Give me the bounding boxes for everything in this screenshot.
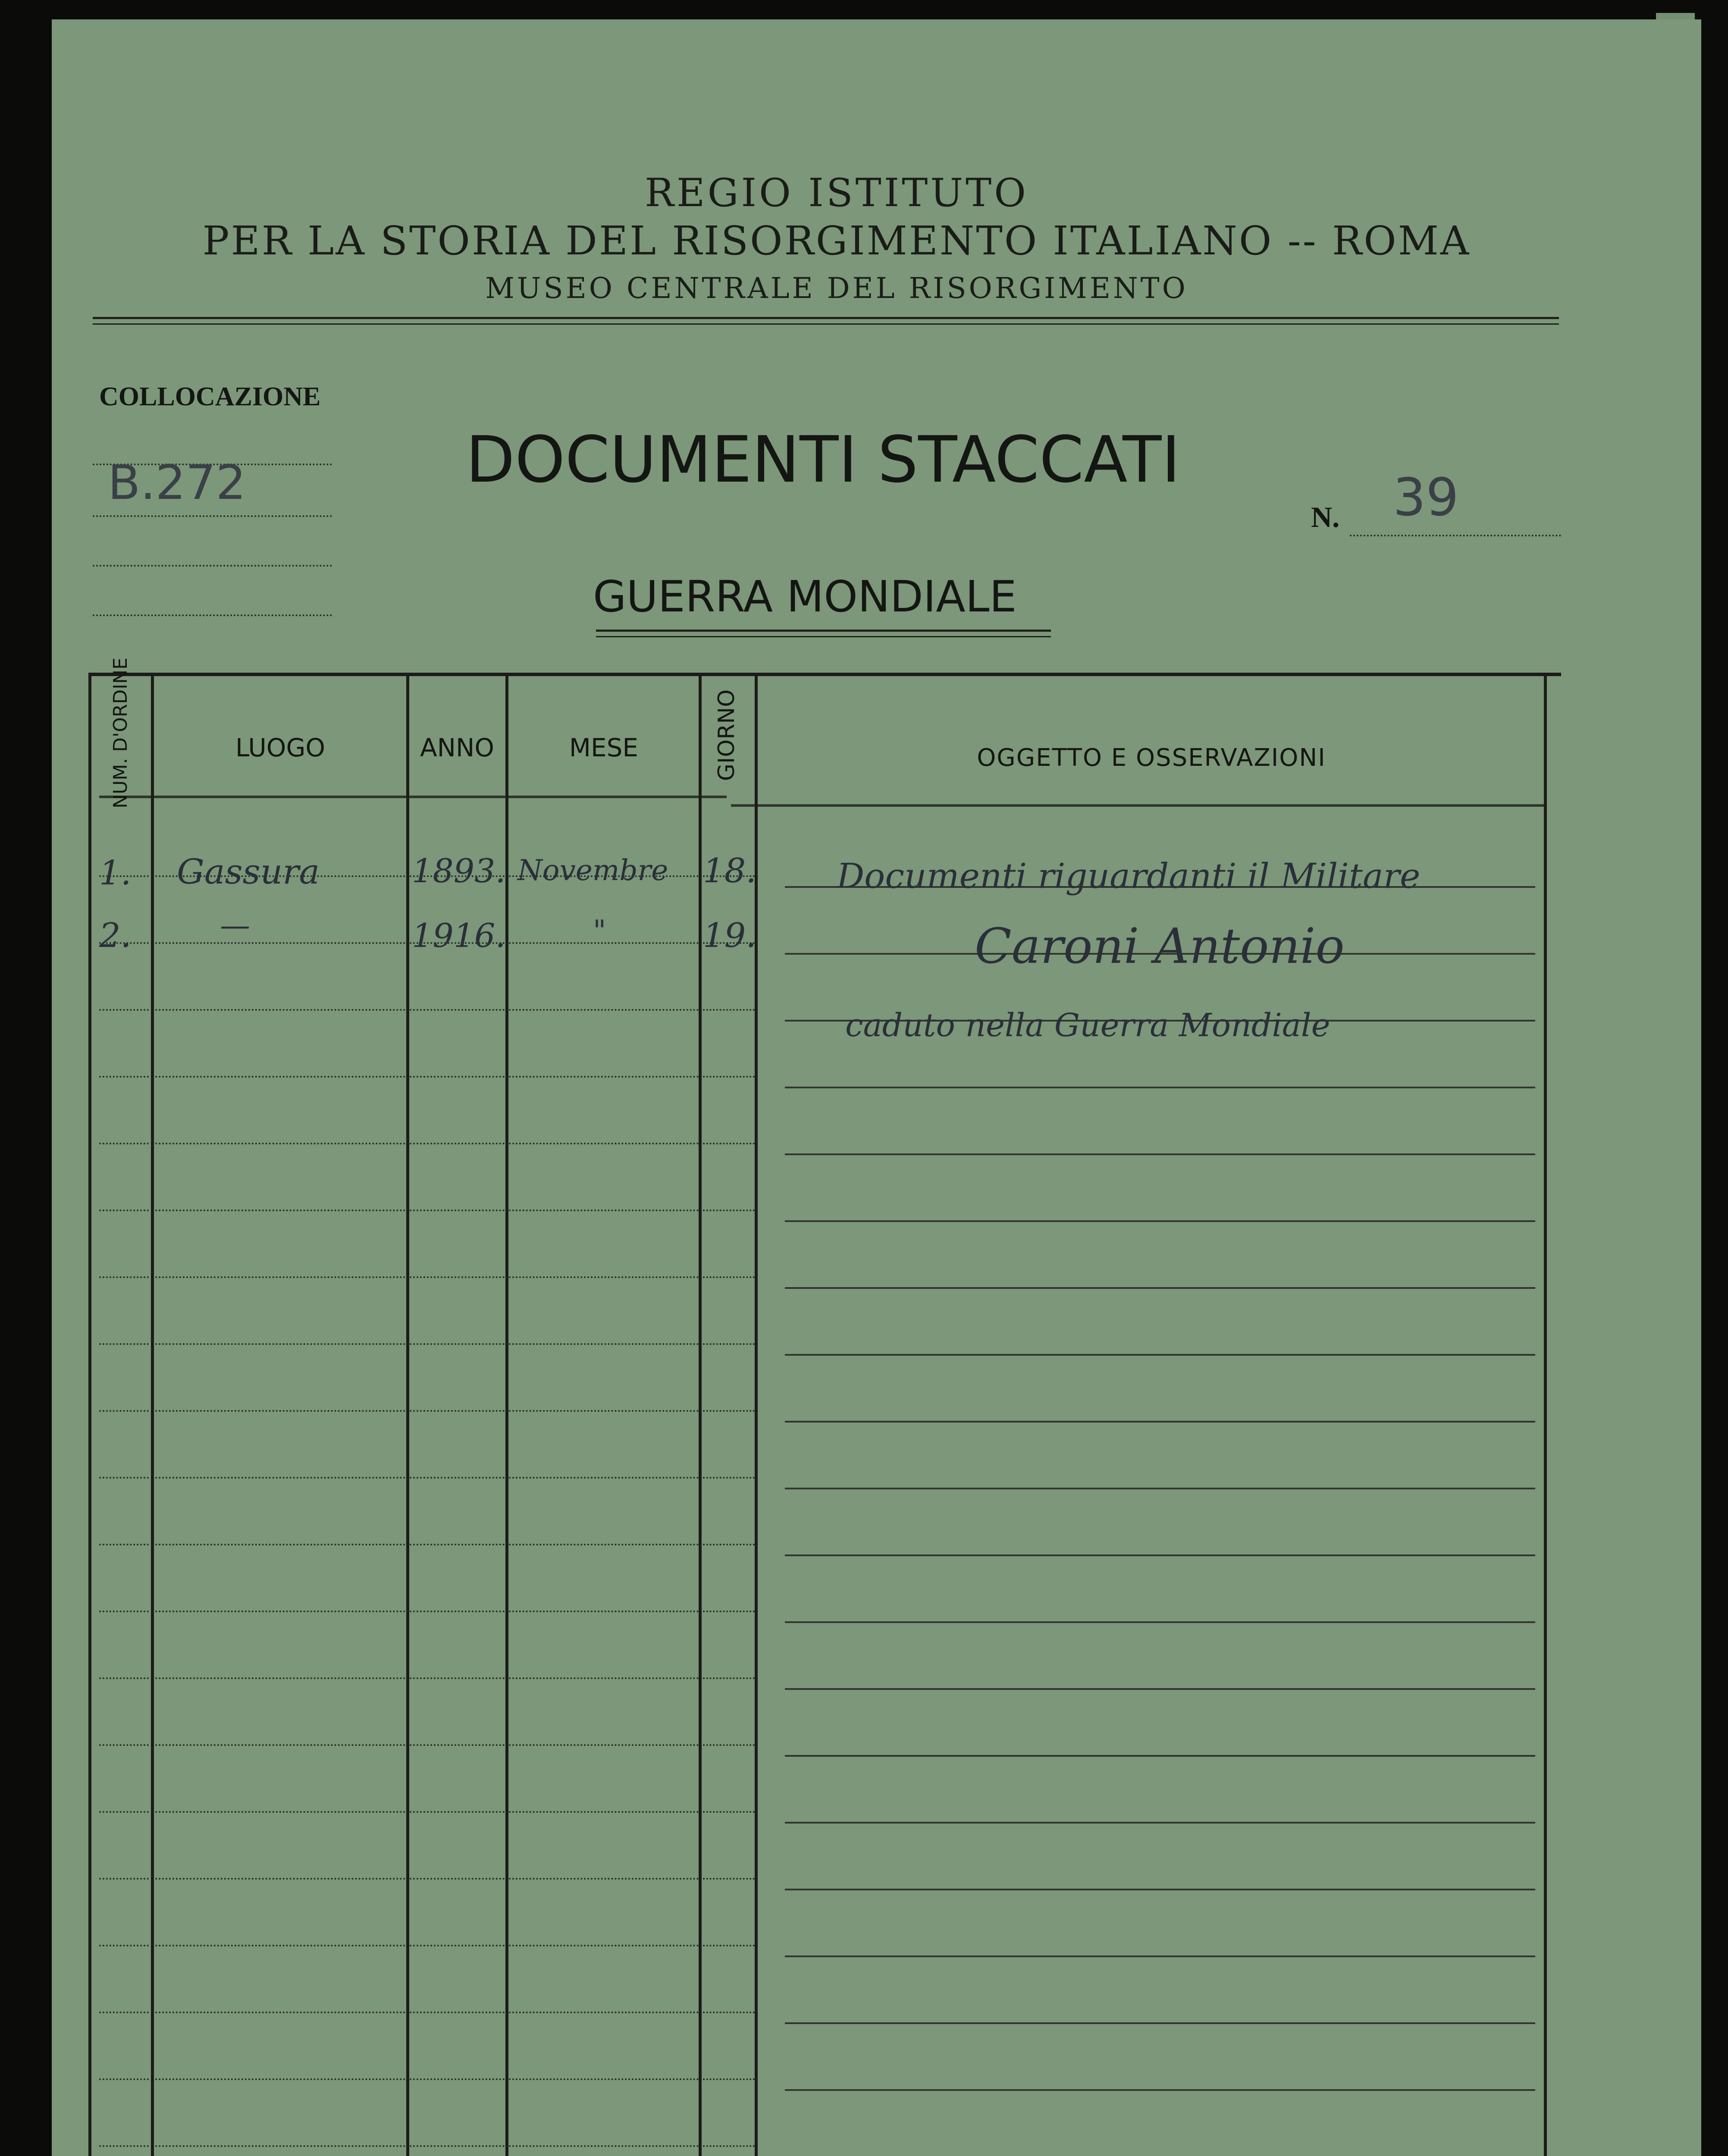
row-rule [155,942,405,944]
row-rule [99,2078,149,2080]
row-rule [410,1544,505,1545]
oggetto-rule [785,1554,1535,1556]
row-rule [155,1410,405,1412]
oggetto-rule [785,1354,1535,1356]
col-border-right [1544,675,1547,2156]
row-rule [703,1544,755,1545]
oggetto-rule [785,1287,1535,1289]
row-rule [410,1143,505,1144]
row-rule [99,1744,149,1746]
row-rule [155,1878,405,1880]
number-label: N. [1311,501,1340,533]
row-1-giorno: 18. [703,852,757,890]
header-luogo: LUOGO [235,733,326,762]
oggetto-rule [785,1955,1535,1957]
row-2-luogo: — [220,908,250,943]
row-rule [410,1410,505,1412]
oggetto-rule [785,2022,1535,2024]
row-rule [703,2078,755,2080]
row-rule [99,1945,149,1946]
row-rule [410,1611,505,1612]
header-anno: ANNO [420,733,495,762]
row-rule [410,2078,505,2080]
row-rule [703,1076,755,1078]
col-border-anno [505,675,508,2156]
row-rule [410,1276,505,1278]
page-title: DOCUMENTI STACCATI [466,423,1181,497]
oggetto-rule [785,2089,1535,2091]
oggetto-rule [785,1087,1535,1088]
row-rule [99,1544,149,1545]
row-rule [99,1276,149,1278]
oggetto-rule [785,1688,1535,1690]
row-rule [703,1276,755,1278]
row-rule [509,2145,699,2147]
row-rule [703,1811,755,1813]
row-rule [410,1343,505,1345]
col-border-mese [699,675,702,2156]
row-2-num: 2. [99,916,132,955]
row-rule [99,1343,149,1345]
row-rule [509,2012,699,2013]
collocazione-line-3 [93,565,332,567]
row-rule [703,1410,755,1412]
row-rule [509,1544,699,1545]
col-border-left [88,673,91,2156]
subtitle-rule-2 [596,636,1051,637]
oggetto-rule [785,1621,1535,1623]
collocazione-line-4 [93,614,332,616]
row-rule [155,1210,405,1211]
row-rule [155,2145,405,2147]
row-rule [703,1143,755,1144]
row-rule [509,1343,699,1345]
row-rule [99,1143,149,1144]
row-rule [155,1276,405,1278]
row-rule [703,1343,755,1345]
col-border-num [151,673,154,2156]
row-rule [410,1477,505,1479]
row-1-luogo: Gassura [177,852,320,892]
header-line-1: REGIO ISTITUTO [645,170,1029,216]
table-top-border [91,673,1561,676]
row-rule [509,1811,699,1813]
row-rule [509,1210,699,1211]
oggetto-rule [785,1889,1535,1890]
row-rule [155,1009,405,1011]
row-rule [703,2012,755,2013]
row-rule [155,1343,405,1345]
row-rule [155,2012,405,2013]
row-rule [155,1677,405,1679]
row-rule [155,1945,405,1946]
oggetto-line-3: caduto nella Guerra Mondiale [845,1007,1330,1044]
row-rule [99,1076,149,1078]
header-oggetto: OGGETTO E OSSERVAZIONI [977,744,1326,772]
row-rule [509,1611,699,1612]
row-rule [99,1410,149,1412]
header-line-3: MUSEO CENTRALE DEL RISORGIMENTO [485,272,1188,305]
header-mese: MESE [569,733,639,762]
row-rule [410,1945,505,1946]
row-2-mese: " [593,914,606,947]
row-2-anno: 1916. [412,916,506,955]
header-bottom [99,796,727,798]
col-border-luogo [406,675,409,2156]
row-rule [155,1811,405,1813]
row-rule [99,2012,149,2013]
row-rule [99,1210,149,1211]
row-rule [99,1811,149,1813]
col-border-giorno [755,675,758,2156]
header-rule-bottom [93,323,1559,325]
row-rule [99,1009,149,1011]
row-rule [703,1945,755,1946]
header-line-2: PER LA STORIA DEL RISORGIMENTO ITALIANO -- ROMA [202,218,1471,264]
row-rule [509,1143,699,1144]
row-rule [509,1945,699,1946]
row-rule [509,1677,699,1679]
row-rule [99,1477,149,1479]
row-rule [703,1744,755,1746]
row-rule [155,2078,405,2080]
row-rule [509,1410,699,1412]
row-1-mese: Novembre [517,854,668,887]
row-rule [509,1744,699,1746]
row-rule [509,1276,699,1278]
row-rule [703,1009,755,1011]
row-rule [155,1143,405,1144]
oggetto-rule [785,1153,1535,1155]
row-rule [410,1744,505,1746]
row-rule [509,1477,699,1479]
row-2-giorno: 19. [703,916,757,955]
header-giorno: GIORNO [714,689,740,781]
row-rule [155,1611,405,1612]
oggetto-line-1: Documenti riguardanti il Militare [837,856,1421,896]
row-rule [410,1878,505,1880]
row-rule [155,1076,405,1078]
oggetto-rule [785,1488,1535,1489]
oggetto-rule [785,1220,1535,1222]
row-rule [410,1009,505,1011]
collocazione-line-2 [93,515,332,517]
oggetto-header-bottom [731,804,1544,807]
row-rule [703,1210,755,1211]
row-rule [410,2012,505,2013]
row-1-anno: 1893. [412,852,506,890]
oggetto-line-2: Caroni Antonio [975,918,1345,975]
row-rule [703,1878,755,1880]
document-sheet [52,19,1701,2156]
header-num: NUM. D'ORDINE [110,658,132,808]
row-rule [703,1477,755,1479]
row-rule [509,1076,699,1078]
number-line [1350,535,1561,536]
oggetto-rule [785,1822,1535,1824]
oggetto-rule [785,1755,1535,1757]
row-rule [155,1477,405,1479]
row-rule [99,1677,149,1679]
header-rule-top [93,317,1559,319]
collocazione-value: B.272 [108,455,246,510]
page-subtitle: GUERRA MONDIALE [593,571,1017,622]
row-rule [509,1878,699,1880]
subtitle-rule-1 [596,630,1051,632]
row-rule [703,2145,755,2147]
collocazione-label: COLLOCAZIONE [99,382,321,411]
row-rule [410,2145,505,2147]
row-rule [155,1744,405,1746]
row-rule [99,2145,149,2147]
number-value: 39 [1393,468,1459,528]
row-rule [509,1009,699,1011]
row-rule [509,2078,699,2080]
row-rule [410,1677,505,1679]
row-rule [99,1878,149,1880]
row-rule [703,1677,755,1679]
row-rule [410,1210,505,1211]
oggetto-rule [785,1421,1535,1423]
row-rule [410,1076,505,1078]
row-1-num: 1. [99,854,132,893]
row-rule [155,1544,405,1545]
row-rule [410,1811,505,1813]
row-rule [99,1611,149,1612]
row-rule [703,1611,755,1612]
